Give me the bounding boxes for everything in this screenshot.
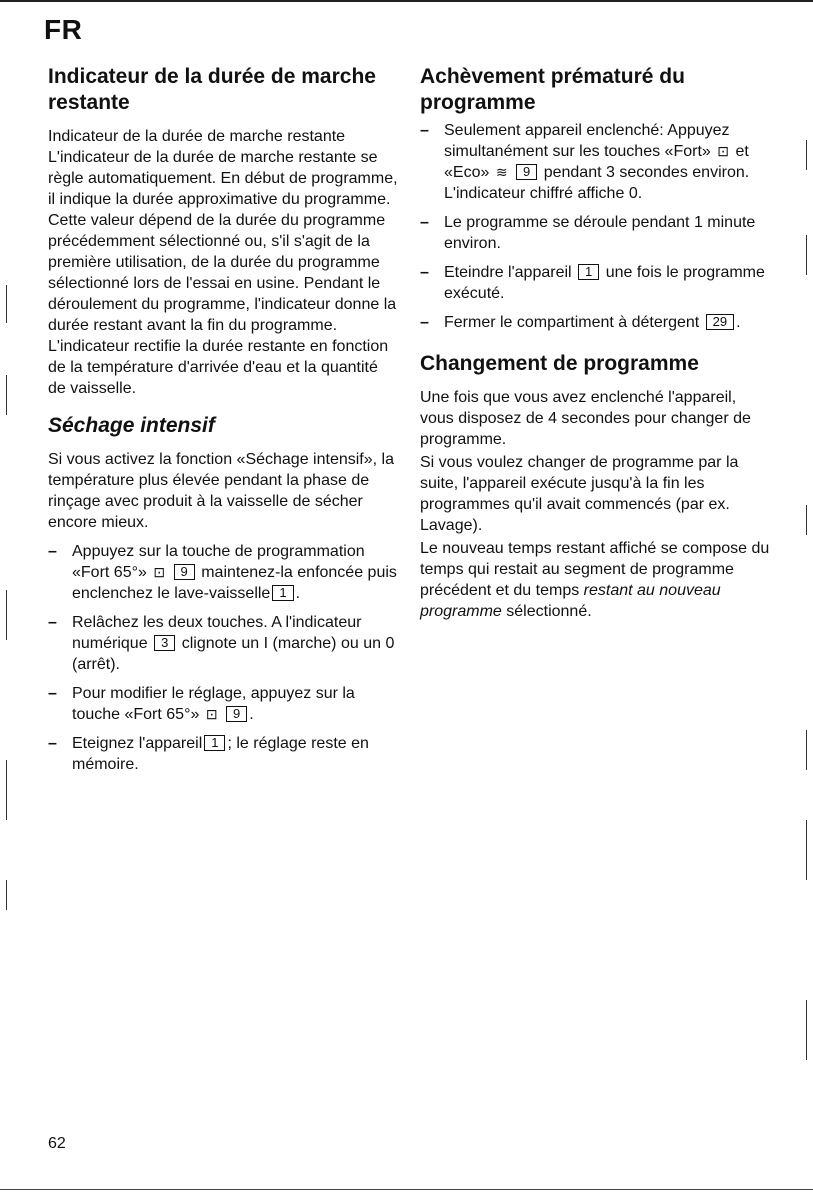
top-rule <box>0 0 813 2</box>
list-item: – Pour modifier le réglage, appuyez sur la touche «Fort 65°» ⊡ 9 . <box>48 683 398 725</box>
scan-mark <box>806 140 807 170</box>
section-heading-program-change: Changement de programme <box>420 352 699 375</box>
program-change-paragraph-3: Le nouveau temps restant affiché se compose du temps qui restait au segment de programme précédent et du temps restant au nouveau programme sélectionné. <box>420 540 770 620</box>
key-label: 1 <box>272 585 293 601</box>
language-label: FR <box>44 14 83 45</box>
scan-mark <box>6 880 7 910</box>
digit-glyph: 0 <box>385 635 395 652</box>
list-item: – Eteignez l'appareil 1 ; le réglage reste en mémoire. <box>48 733 398 775</box>
intensive-drying-paragraph: Si vous activez la fonction «Séchage intensif», la température plus élevée pendant la phase de rinçage avec produit à la vaisselle de sécher encore mieux. <box>48 451 394 531</box>
bottom-rule <box>0 1189 813 1190</box>
section-heading-remaining-time: Indicateur de la durée de marche restante <box>48 65 376 114</box>
list-item: – Le programme se déroule pendant 1 minute environ. <box>420 212 770 254</box>
page-number: 62 <box>48 1135 66 1152</box>
early-end-steps <box>420 120 770 333</box>
scan-mark <box>806 1000 807 1060</box>
scan-mark <box>806 235 807 275</box>
eco-icon: ≋ <box>495 164 508 180</box>
program-change-paragraph-2: Si vous voulez changer de programme par la suite, l'appareil exécute jusqu'à la fin les programmes qu'il avait commencés (par ex. Lavage). <box>420 454 739 534</box>
scan-mark <box>6 375 7 415</box>
list-item: – Fermer le compartiment à détergent 29 . <box>420 312 770 333</box>
section-heading-early-end: Achèvement prématuré du programme <box>420 65 685 114</box>
key-label: 9 <box>174 564 195 580</box>
intensive-drying-steps <box>48 541 398 775</box>
program-change-paragraph-1: Une fois que vous avez enclenché l'appareil, vous disposez de 4 secondes pour changer de programme. <box>420 389 751 448</box>
scan-mark <box>6 760 7 820</box>
list-item: – Appuyez sur la touche de programmation «Fort 65°» ⊡ 9 maintenez-la enfoncée puis enclenchez le lave-vaisselle 1 . <box>48 541 398 604</box>
scan-mark <box>806 505 807 535</box>
remaining-time-paragraph: Indicateur de la durée de marche restante L'indicateur de la durée de marche restante se règle automatiquement. En début de programme, il indique la durée approximative du programme. Cette valeur dépend de la durée du programme précédemment sélectionné ou, s'il s'agit de la première utilisation, de la durée du programme sélectionné lors de l'essai en usine. Pendant le déroulement du programme, l'indicateur donne la durée restant avant la fin du programme. L'indicateur rectifie la durée restante en fonction de la température d'arrivée d'eau et la quantité de vaisselle. <box>48 128 398 397</box>
key-label: 1 <box>578 264 599 280</box>
scan-mark <box>806 730 807 770</box>
scan-mark <box>6 285 7 323</box>
scan-mark <box>806 820 807 880</box>
digit-glyph: 0 <box>628 185 638 202</box>
digit-glyph: I <box>263 635 269 652</box>
key-label: 29 <box>706 314 734 330</box>
key-label: 1 <box>204 735 225 751</box>
scan-mark <box>6 590 7 640</box>
list-item: – Seulement appareil enclenché: Appuyez simultanément sur les touches «Fort» ⊡ et «Eco» ≋ 9 pendant 3 secondes environ. L'indicateur chiffré affiche 0. <box>420 120 770 204</box>
key-label: 9 <box>516 164 537 180</box>
right-column <box>420 64 770 622</box>
key-label: 9 <box>226 706 247 722</box>
list-item: – Eteindre l'appareil 1 une fois le programme exécuté. <box>420 262 770 304</box>
pot-icon: ⊡ <box>205 706 218 722</box>
key-label: 3 <box>154 635 175 651</box>
pot-icon: ⊡ <box>717 143 729 159</box>
left-column <box>48 64 398 775</box>
list-item: – Relâchez les deux touches. A l'indicateur numérique 3 clignote un I (marche) ou un 0 (arrêt). <box>48 612 398 675</box>
pot-icon: ⊡ <box>153 564 166 580</box>
section-heading-intensive-drying: Séchage intensif <box>48 414 215 437</box>
